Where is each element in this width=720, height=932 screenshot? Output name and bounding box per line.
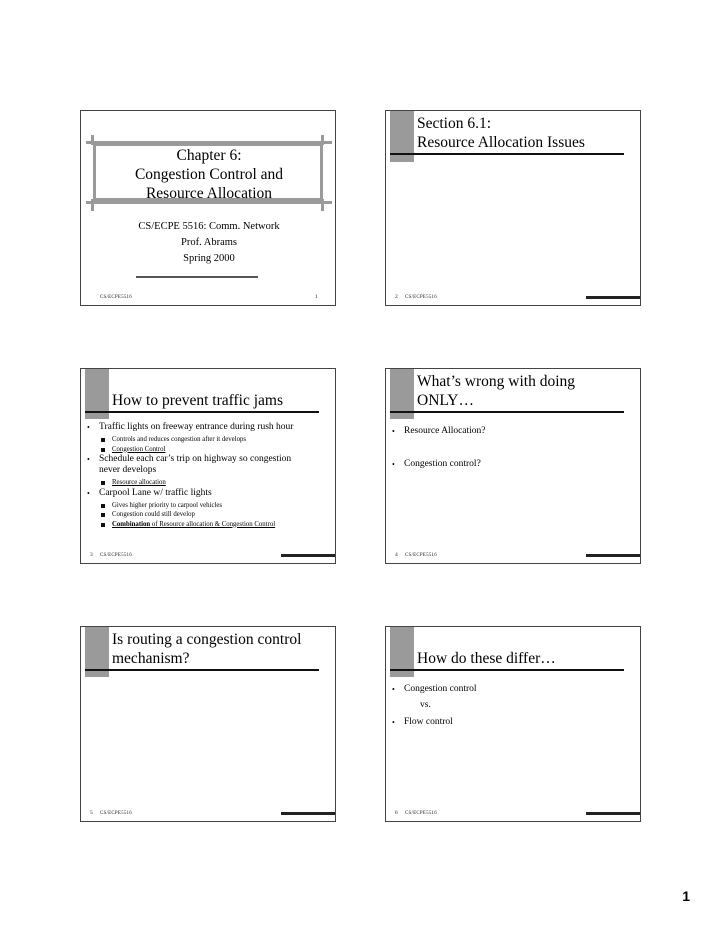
link-text: of Resource allocation & Congestion Control	[150, 520, 276, 528]
footer-bar	[586, 296, 641, 299]
footer-bar	[586, 554, 641, 557]
bullet: • Schedule each car’s trip on highway so congestion never develops	[85, 454, 331, 476]
title-rule	[85, 411, 319, 413]
slide-3-title: How to prevent traffic jams	[112, 392, 284, 409]
title-line: ONLY…	[417, 392, 474, 409]
slide-1	[80, 110, 336, 306]
title-rule	[390, 153, 624, 155]
term-line: Spring 2000	[183, 253, 235, 264]
title-line: What’s wrong with doing	[417, 373, 575, 390]
slide-number: 6	[395, 810, 398, 816]
sub-bullet	[85, 520, 331, 530]
footer-bar	[586, 812, 641, 815]
sub-bullet	[85, 478, 331, 488]
emphasis-text: Combination	[112, 520, 151, 528]
slide-number: 4	[395, 552, 398, 558]
footer-label: CS/ECPE5516	[405, 811, 437, 816]
slide-number: 3	[90, 552, 93, 558]
title-rule	[390, 411, 624, 413]
bullet: • Flow control	[390, 717, 636, 728]
sub-bullet: Gives higher priority to carpool vehicles	[85, 501, 331, 511]
footer-label: CS/ECPE5516	[100, 295, 132, 300]
slide-2-title	[417, 114, 585, 152]
slide-4	[385, 368, 641, 564]
slide-number: 1	[315, 294, 318, 300]
slide-4-title	[417, 372, 575, 410]
title-line: Congestion Control and	[134, 166, 284, 183]
footer-label: CS/ECPE5516	[405, 553, 437, 558]
footer-bar	[281, 812, 336, 815]
bullet: • Resource Allocation?	[390, 426, 636, 437]
sub-bullet: Controls and reduces congestion after it develops	[85, 435, 331, 445]
title-line: mechanism?	[112, 650, 190, 667]
bullet-continuation: vs.	[420, 700, 431, 710]
footer-label: CS/ECPE5516	[100, 811, 132, 816]
title-line: Section 6.1:	[417, 115, 492, 132]
slide-1-info	[81, 219, 336, 267]
bullet: • Congestion control	[390, 684, 636, 695]
bullet-list	[85, 422, 331, 529]
title-line: Chapter 6:	[176, 147, 242, 164]
sub-bullet: Congestion could still develop	[85, 510, 331, 520]
footer-label: CS/ECPE5516	[100, 553, 132, 558]
title-rule	[390, 669, 624, 671]
slide-1-title	[81, 146, 336, 203]
bullet-list	[390, 426, 636, 472]
sub-bullet	[85, 445, 331, 455]
link-text: Resource allocation	[112, 479, 166, 486]
footer-bar	[281, 554, 336, 557]
slide-3	[80, 368, 336, 564]
slide-number: 2	[395, 294, 398, 300]
instructor-line: Prof. Abrams	[181, 237, 237, 248]
title-line: Is routing a congestion control	[112, 631, 302, 648]
bullet: • Carpool Lane w/ traffic lights	[85, 488, 331, 499]
footer-label: CS/ECPE5516	[405, 295, 437, 300]
slide-5	[80, 626, 336, 822]
title-line: Resource Allocation	[145, 185, 273, 202]
bullet: • Congestion control?	[390, 459, 636, 470]
title-rule	[85, 669, 319, 671]
slide-6	[385, 626, 641, 822]
link-text: Congestion Control	[112, 445, 166, 453]
page-number: 1	[682, 888, 690, 904]
slide-number: 5	[90, 810, 93, 816]
title-line: Resource Allocation Issues	[417, 134, 585, 151]
course-line: CS/ECPE 5516: Comm. Network	[138, 221, 280, 232]
slide-5-title	[112, 630, 301, 668]
bullet: • Traffic lights on freeway entrance during rush hour	[85, 422, 331, 433]
info-underline	[136, 276, 258, 278]
slide-2	[385, 110, 641, 306]
slide-6-title: How do these differ…	[417, 650, 556, 667]
bullet-list	[390, 684, 636, 730]
